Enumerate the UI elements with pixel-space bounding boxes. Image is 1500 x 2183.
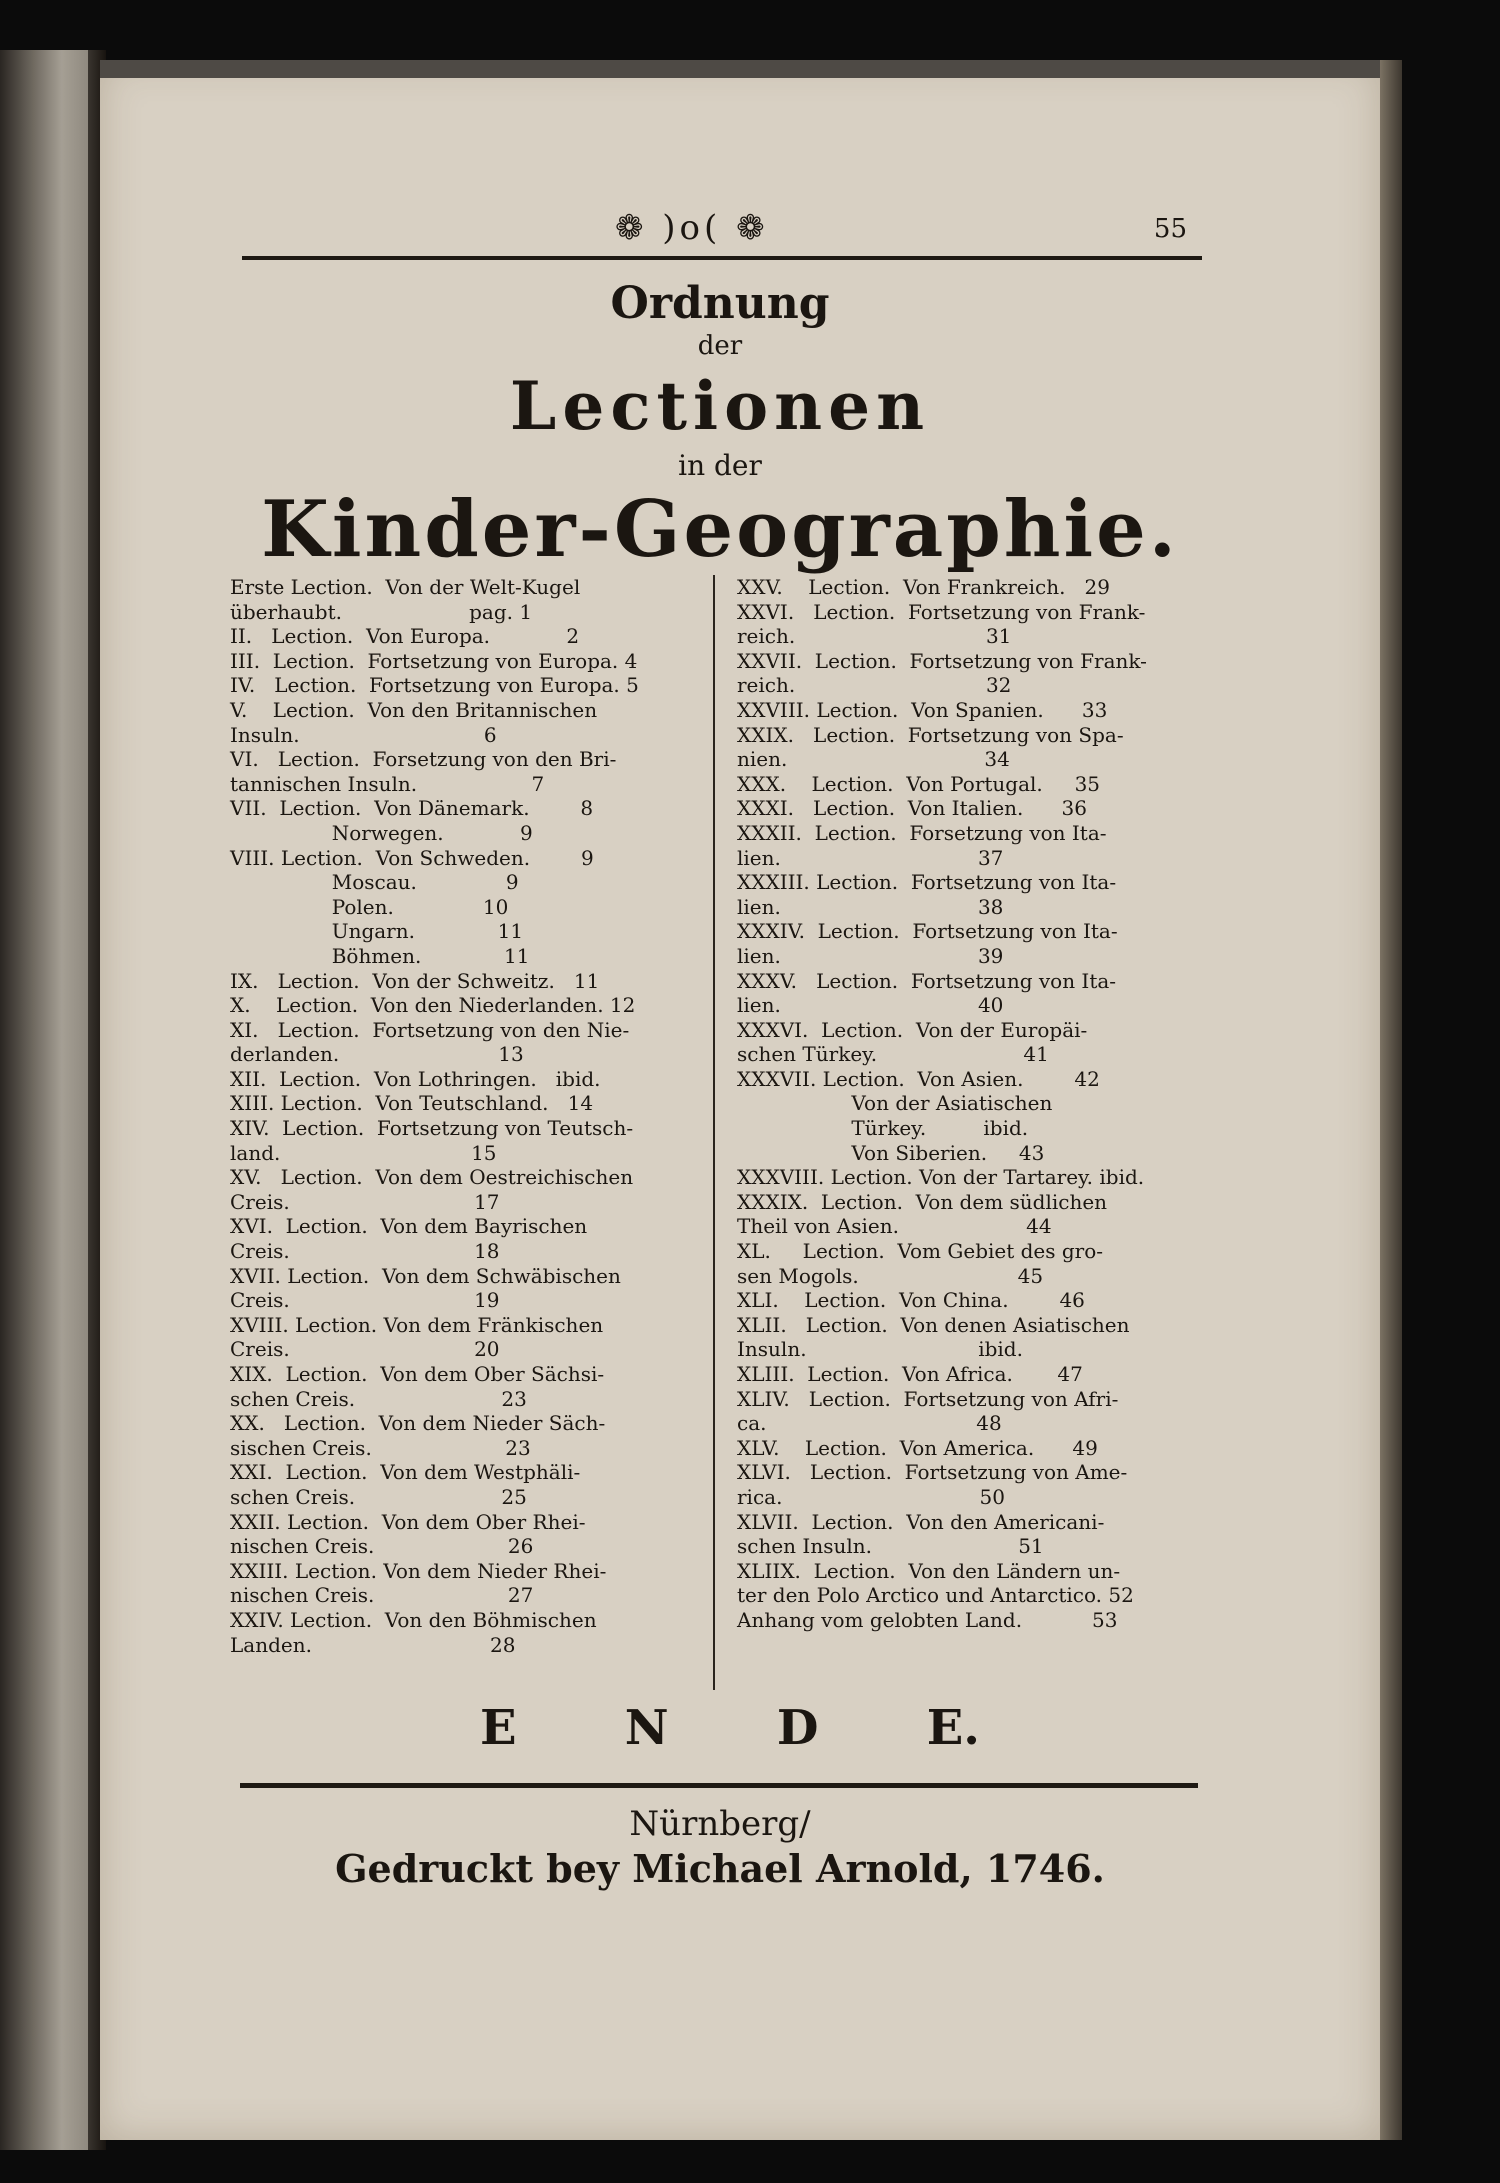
toc-entry: land. 15 <box>230 1140 497 1165</box>
toc-entry: XXXIV. Lection. Fortsetzung von Ita- <box>737 919 1118 944</box>
toc-entry: lien. 39 <box>737 943 1004 968</box>
toc-entry: XXIX. Lection. Fortsetzung von Spa- <box>737 722 1124 747</box>
toc-entry: Creis. 19 <box>230 1288 500 1313</box>
title-ordnung: Ordnung <box>610 278 830 329</box>
toc-entry: XXXV. Lection. Fortsetzung von Ita- <box>737 968 1117 993</box>
book-left-edge <box>0 50 95 2150</box>
toc-entry: IV. Lection. Fortsetzung von Europa. 5 <box>230 673 639 698</box>
toc-left-column <box>230 575 695 1657</box>
toc-entry: Moscau. 9 <box>230 870 519 895</box>
toc-entry: XLIII. Lection. Von Africa. 47 <box>737 1362 1083 1386</box>
toc-entry: Ungarn. 11 <box>230 919 524 944</box>
toc-entry: XVI. Lection. Von dem Bayrischen <box>230 1214 588 1239</box>
toc-entry: Insuln. ibid. <box>737 1337 1023 1362</box>
toc-entry: XXI. Lection. Von dem Westphäli- <box>230 1460 581 1485</box>
toc-entry: Erste Lection. Von der Welt-Kugel <box>230 575 581 599</box>
imprint-rule <box>240 1783 1198 1788</box>
toc-entry: V. Lection. Von den Britannischen <box>230 697 598 722</box>
toc-entry: XXVI. Lection. Fortsetzung von Frank- <box>737 599 1146 624</box>
toc-entry: reich. 32 <box>737 673 1012 698</box>
toc-entry: schen Creis. 23 <box>230 1386 527 1411</box>
toc-entry: Anhang vom gelobten Land. 53 <box>737 1607 1118 1632</box>
toc-entry: XXX. Lection. Von Portugal. 35 <box>737 771 1101 796</box>
toc-entry: XIX. Lection. Von dem Ober Sächsi- <box>230 1362 605 1386</box>
toc-entry: X. Lection. Von den Niederlanden. 12 <box>230 993 636 1018</box>
ende-letter: E. <box>926 1700 980 1756</box>
toc-entry: XXXVIII. Lection. Von der Tartarey. ibid. <box>737 1165 1145 1190</box>
toc-entry: Von Siberien. 43 <box>737 1140 1045 1165</box>
toc-entry: XI. Lection. Fortsetzung von den Nie- <box>230 1017 630 1042</box>
page-number: 55 <box>1153 214 1187 244</box>
toc-entry: VI. Lection. Forsetzung von den Bri- <box>230 747 617 772</box>
toc-entry: derlanden. 13 <box>230 1042 524 1067</box>
toc-entry: XIII. Lection. Von Teutschland. 14 <box>230 1091 594 1116</box>
toc-entry: ca. 48 <box>737 1411 1002 1436</box>
title-lectionen: Lectionen <box>509 367 931 445</box>
toc-entry: Polen. 10 <box>230 894 509 919</box>
toc-entry: ter den Polo Arctico und Antarctico. 52 <box>737 1583 1134 1608</box>
toc-entry: sischen Creis. 23 <box>230 1435 531 1460</box>
toc-entry: XXVIII. Lection. Von Spanien. 33 <box>737 697 1108 722</box>
column-divider <box>713 575 715 1690</box>
toc-entry: lien. 40 <box>737 993 1004 1018</box>
page-top-edge <box>100 60 1385 78</box>
toc-entry: reich. 31 <box>737 624 1012 649</box>
toc-entry: schen Türkey. 41 <box>737 1042 1049 1067</box>
toc-entry: Von der Asiatischen <box>737 1091 1053 1116</box>
toc-entry: III. Lection. Fortsetzung von Europa. 4 <box>230 648 638 673</box>
page-right-edge <box>1380 60 1402 2140</box>
toc-entry: XXXI. Lection. Von Italien. 36 <box>737 796 1087 821</box>
header-ornament: ❁ )o( ❁ <box>615 208 769 248</box>
toc-entry: Creis. 20 <box>230 1337 500 1362</box>
toc-entry: Creis. 17 <box>230 1189 500 1214</box>
imprint-city: Nürnberg/ <box>629 1804 811 1844</box>
toc-entry: XXXVI. Lection. Von der Europäi- <box>737 1017 1088 1042</box>
toc-entry: tannischen Insuln. 7 <box>230 771 545 796</box>
toc-entry: XXXII. Lection. Forsetzung von Ita- <box>737 820 1107 845</box>
imprint <box>245 1800 1195 1891</box>
toc-entry: lien. 38 <box>737 894 1004 919</box>
toc-entry: XLVI. Lection. Fortsetzung von Ame- <box>737 1460 1128 1485</box>
toc-entry: XXVII. Lection. Fortsetzung von Frank- <box>737 648 1147 673</box>
toc-entry: Landen. 28 <box>230 1632 516 1657</box>
ende-letter: N <box>624 1700 669 1756</box>
toc-entry: XXXVII. Lection. Von Asien. 42 <box>737 1066 1100 1091</box>
toc-entry: VII. Lection. Von Dänemark. 8 <box>230 796 594 821</box>
toc-entry: XLI. Lection. Von China. 46 <box>737 1288 1085 1313</box>
toc-entry: XVII. Lection. Von dem Schwäbischen <box>230 1263 621 1288</box>
toc-entry: lien. 37 <box>737 845 1004 870</box>
toc-entry: XL. Lection. Vom Gebiet des gro- <box>737 1239 1104 1264</box>
title-block <box>245 270 1195 575</box>
toc-entry: XLII. Lection. Von denen Asiatischen <box>737 1312 1130 1337</box>
toc-entry: überhaubt. pag. 1 <box>230 599 533 624</box>
toc-entry: schen Creis. 25 <box>230 1484 527 1509</box>
ende-line <box>480 1700 980 1756</box>
toc-entry: nischen Creis. 26 <box>230 1534 534 1559</box>
imprint-printer: Gedruckt bey Michael Arnold, 1746. <box>335 1846 1105 1891</box>
toc-entry: nien. 34 <box>737 747 1010 772</box>
toc-entry: VIII. Lection. Von Schweden. 9 <box>230 845 594 870</box>
toc-entry: XVIII. Lection. Von dem Fränkischen <box>230 1312 604 1337</box>
toc-entry: XLIV. Lection. Fortsetzung von Afri- <box>737 1386 1119 1411</box>
toc-entry: rica. 50 <box>737 1484 1005 1509</box>
toc-entry: XXV. Lection. Von Frankreich. 29 <box>737 575 1110 599</box>
toc-entry: XLV. Lection. Von America. 49 <box>737 1435 1098 1460</box>
ende-letter: E <box>480 1700 517 1756</box>
toc-entry: schen Insuln. 51 <box>737 1534 1044 1559</box>
toc-entry: nischen Creis. 27 <box>230 1583 534 1608</box>
toc-entry: Theil von Asien. 44 <box>737 1214 1052 1239</box>
toc-entry: XXII. Lection. Von dem Ober Rhei- <box>230 1509 586 1534</box>
title-in-der: in der <box>678 449 762 482</box>
toc-entry: XXXIII. Lection. Fortsetzung von Ita- <box>737 870 1117 895</box>
toc-entry: XX. Lection. Von dem Nieder Säch- <box>230 1411 606 1436</box>
toc-entry: XXIV. Lection. Von den Böhmischen <box>230 1607 597 1632</box>
title-der: der <box>697 331 743 361</box>
toc-entry: XXXIX. Lection. Von dem südlichen <box>737 1189 1108 1214</box>
toc-entry: XIV. Lection. Fortsetzung von Teutsch- <box>230 1116 634 1141</box>
toc-right-column <box>737 575 1202 1633</box>
toc-entry: IX. Lection. Von der Schweitz. 11 <box>230 968 600 993</box>
toc-entry: Böhmen. 11 <box>230 943 530 968</box>
running-header <box>245 200 1195 250</box>
toc-entry: II. Lection. Von Europa. 2 <box>230 624 580 649</box>
toc-entry: Norwegen. 9 <box>230 820 533 845</box>
ende-letter: D <box>776 1700 819 1756</box>
toc-entry: sen Mogols. 45 <box>737 1263 1044 1288</box>
toc-entry: XLVII. Lection. Von den Americani- <box>737 1509 1105 1534</box>
toc-entry: XLIIX. Lection. Von den Ländern un- <box>737 1558 1121 1583</box>
toc-entry: XXIII. Lection. Von dem Nieder Rhei- <box>230 1558 607 1583</box>
toc-entry: XV. Lection. Von dem Oestreichischen <box>230 1165 634 1190</box>
header-rule <box>242 256 1202 260</box>
toc-entry: Türkey. ibid. <box>737 1116 1029 1141</box>
toc-entry: XII. Lection. Von Lothringen. ibid. <box>230 1066 601 1091</box>
title-kinder-geographie: Kinder-Geographie. <box>261 484 1179 575</box>
toc-entry: Creis. 18 <box>230 1239 500 1264</box>
toc-entry: Insuln. 6 <box>230 722 497 747</box>
